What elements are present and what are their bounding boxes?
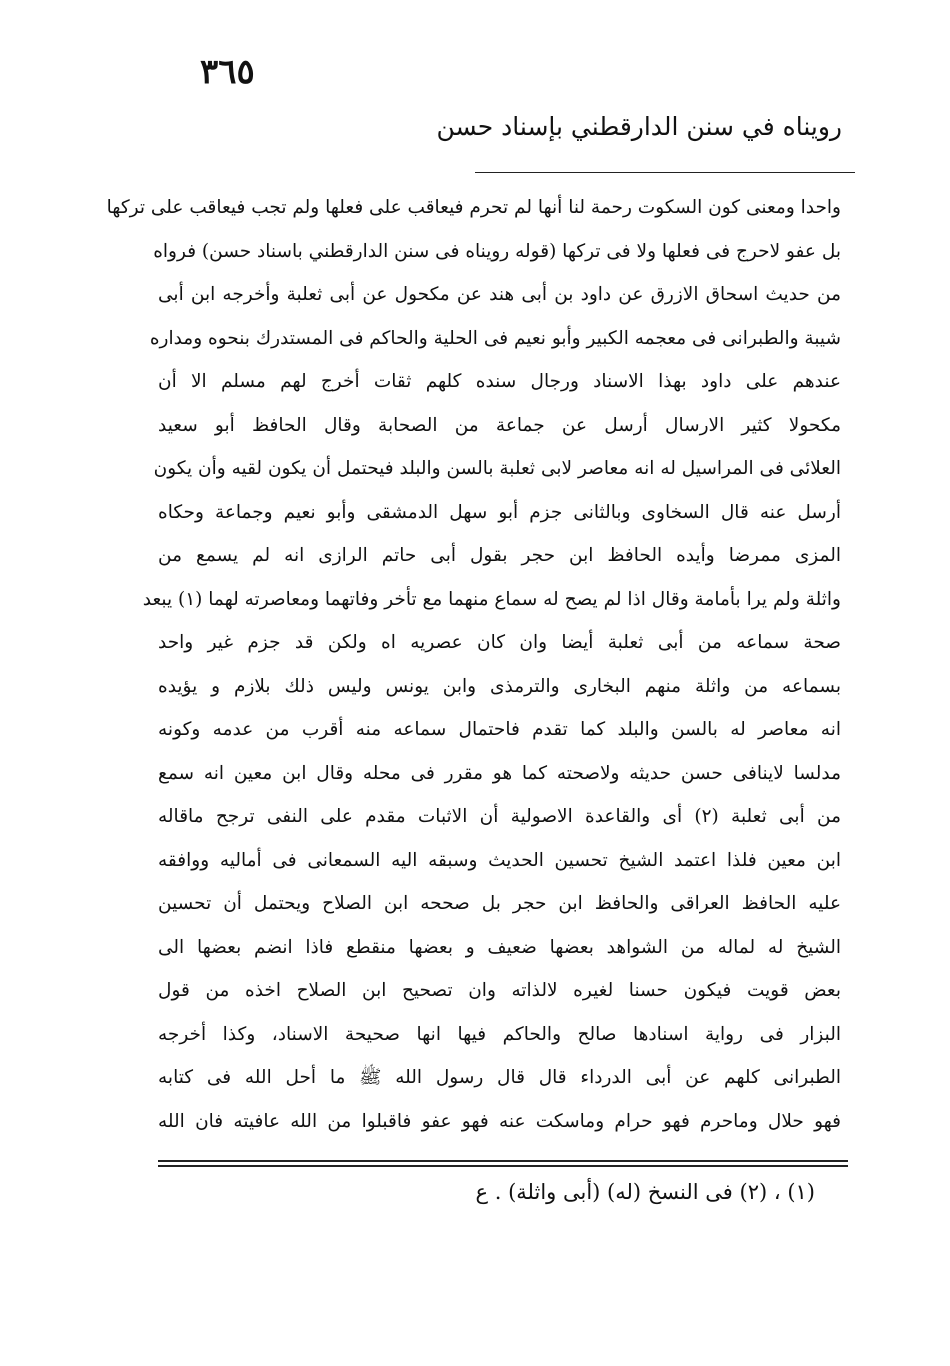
text-line: واحدا ومعنى كون السكوت رحمة لنا أنها لم تحرم فيعاقب على فعلها ولم تجب فيعاقب على تركها <box>106 197 841 218</box>
page-header: رويناه في سنن الدارقطني بإسناد حسن <box>436 112 842 141</box>
text-line: بعض قويت فيكون حسنا لغيره لالذاته وان تصحيح ابن الصلاح اخذه من قول <box>158 980 841 1001</box>
text-line: فهو حلال وماحرم فهو حرام وماسكت عنه فهو عفو فاقبلوا من الله عافيته فان الله <box>158 1110 841 1132</box>
footnote: (١) ، (٢) فى النسخ (له) (أبى واثلة) . ع <box>475 1180 815 1204</box>
body-text <box>106 186 841 1143</box>
text-line: مدلسا لاينافى حسن حديثه ولاصحته كما هو مقرر فى محله وقال ابن معين انه سمع <box>158 762 841 784</box>
text-line: المزى ممرضا وأيده الحافظ ابن حجر بقول أبى حاتم الرازى انه لم يسمع من <box>158 545 841 566</box>
page-number: ٣٦٥ <box>200 52 255 92</box>
text-line: من أبى ثعلبة (٢) أى والقاعدة الاصولية أن الاثبات مقدم على النفى ترجح ماقاله <box>158 806 841 827</box>
text-line: صحة سماعه من أبى ثعلبة أيضا وان كان عصريه اه ولكن قد جزم غير واحد <box>158 632 841 653</box>
text-line: انه معاصر له بالسن والبلد كما تقدم فاحتمال سماعه منه أقرب من عدمه وكونه <box>158 719 841 740</box>
text-line: العلائى فى المراسيل له انه معاصر لابى ثعلبة بالسن والبلد فيحتمل أن يكون لقيه وأن يكون <box>153 458 841 479</box>
text-line: البزار فى رواية اسنادها صالح والحاكم فيها انها صحيحة الاسناد، وكذا أخرجه <box>158 1023 841 1045</box>
text-line: من حديث اسحاق الازرق عن داود بن أبى هند عن مكحول عن أبى ثعلبة وأخرجه ابن أبى <box>158 284 841 305</box>
footnote-rule-bottom <box>158 1165 848 1167</box>
text-line: الشيخ له لماله من الشواهد بعضها ضعيف و بعضها منقطع فاذا انضم بعضها الى <box>158 936 841 958</box>
header-rule <box>475 172 855 173</box>
text-line: مكحولا كثير الارسال أرسل عن جماعة من الصحابة وقال الحافظ أبو سعيد <box>158 414 841 436</box>
text-line: شيبة والطبرانى فى معجمه الكبير وأبو نعيم فى الحلية والحاكم فى المستدرك بنحوه ومداره <box>149 327 841 349</box>
footnote-rule-top <box>158 1160 848 1162</box>
text-line: عليه الحافظ العراقى والحافظ ابن حجر بل صححه ابن الصلاح ويحتمل أن تحسين <box>158 893 841 914</box>
text-line: بل عفو لاحرج فى فعلها ولا فى تركها (قوله رويناه فى سنن الدارقطني باسناد حسن) فرواه <box>153 240 841 262</box>
text-line: عندهم على داود بهذا الاسناد ورجال سنده كلهم ثقات أخرج لهم مسلم الا أن <box>158 371 841 392</box>
text-line: أرسل عنه قال السخاوى وبالثانى جزم أبو سهل الدمشقى وأبو نعيم وجماعة وحكاه <box>158 501 841 523</box>
text-line: ابن معين فلذا اعتمد الشيخ تحسين الحديث وسبقه اليه السمعانى فى أماليه ووافقه <box>158 849 841 871</box>
text-line: واثلة ولم يرا بأمامة وقال اذا لم يصح له سماع منهما مع تأخر وفاتهما ومعاصرته لهما (١) يبعد <box>142 588 841 610</box>
text-line: بسماعه من واثلة منهم البخارى والترمذى وابن يونس وليس ذلك بلازم و يؤيده <box>158 675 841 697</box>
text-line: الطبرانى كلهم عن أبى الدرداء قال قال رسول الله ﷺ ما أحل الله فى كتابه <box>158 1067 841 1088</box>
